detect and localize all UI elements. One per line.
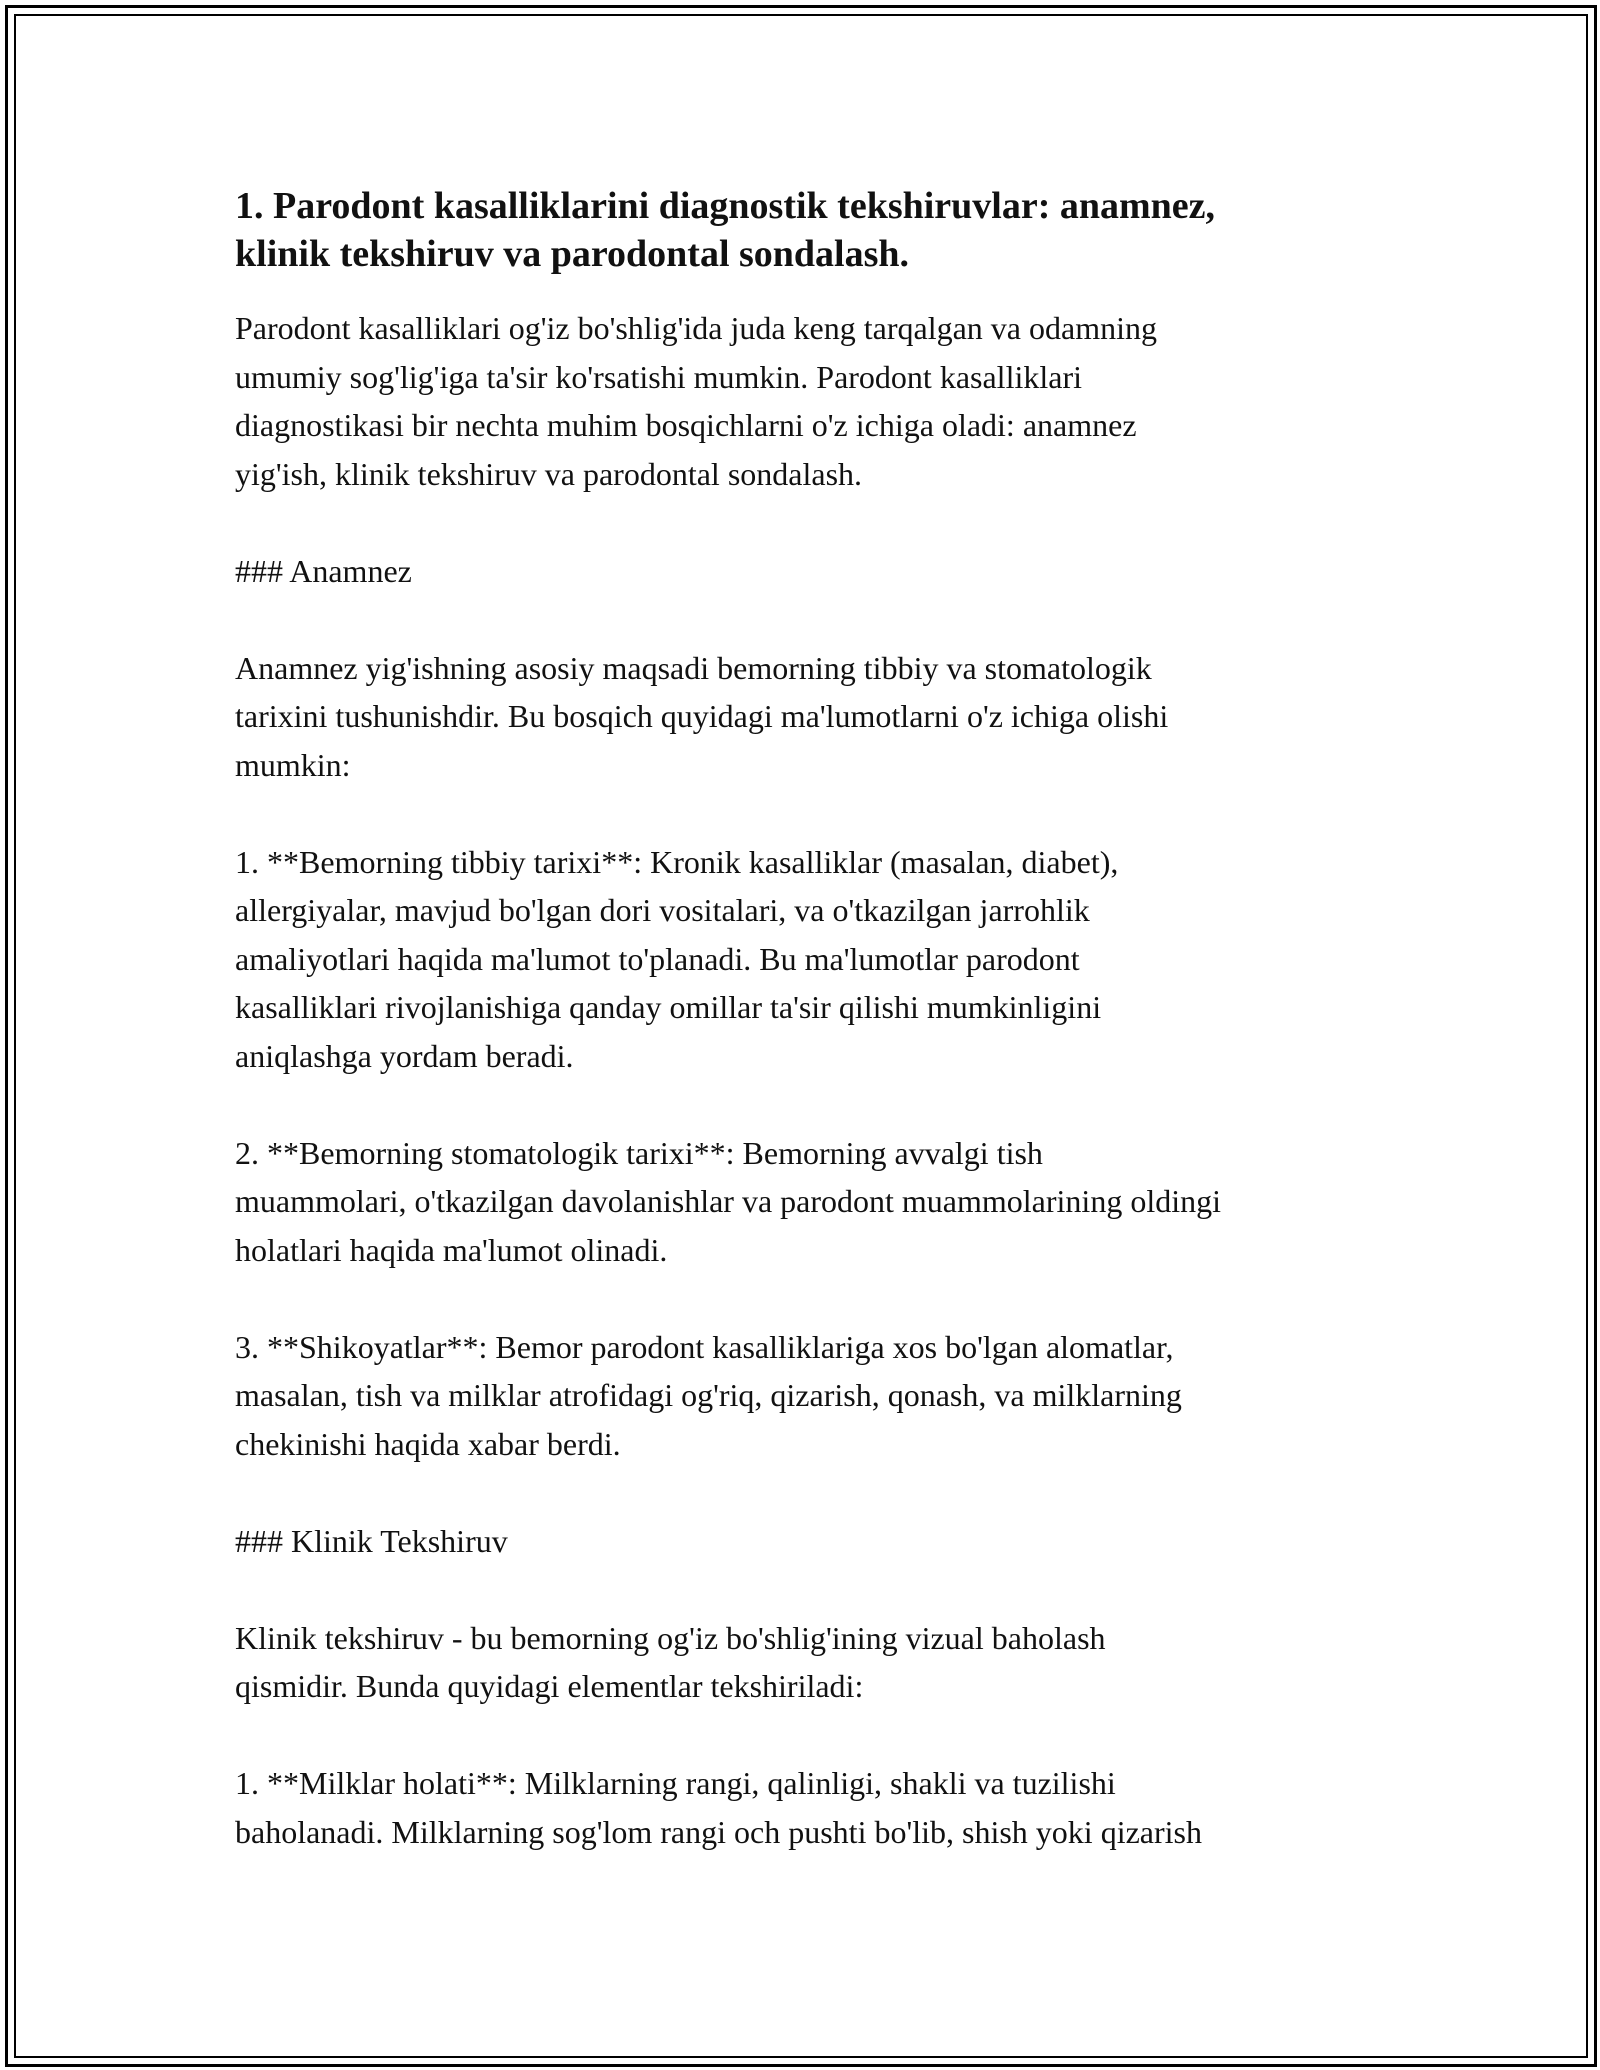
- paragraph-intro: Parodont kasalliklari og'iz bo'shlig'ida juda keng tarqalgan va odamning umumiy sog'lig'iga ta'sir ko'rsatishi mumkin. Parodont kasalliklari diagnostikasi bir nechta muhim bosqichlarni o'z ichiga oladi: anamnez yig'ish, klinik tekshiruv va parodontal sondalash.: [235, 310, 1157, 492]
- paragraph-anamnez-intro: Anamnez yig'ishning asosiy maqsadi bemorning tibbiy va stomatologik tarixini tushunishdir. Bu bosqich quyidagi ma'lumotlarni o'z ichiga olishi mumkin:: [235, 649, 1169, 783]
- section-heading-anamnez: ### Anamnez: [235, 552, 412, 589]
- list-item-dental-history: 2. **Bemorning stomatologik tarixi**: Bemorning avvalgi tish muammolari, o'tkazilgan davolanishlar va parodont muammolarining oldingi holatlari haqida ma'lumot olinadi.: [235, 1134, 1221, 1268]
- document-body: [235, 182, 1385, 1905]
- paragraph-clinical-intro: Klinik tekshiruv - bu bemorning og'iz bo'shlig'ining vizual baholash qismidir. Bunda quyidagi elementlar tekshiriladi:: [235, 1619, 1106, 1704]
- list-item-gum-condition: 1. **Milklar holati**: Milklarning rangi, qalinligi, shakli va tuzilishi baholanadi. Milklarning sog'lom rangi och pushti bo'lib, shish yoki qizarish: [235, 1765, 1202, 1850]
- list-item-medical-history: 1. **Bemorning tibbiy tarixi**: Kronik kasalliklar (masalan, diabet), allergiyalar, mavjud bo'lgan dori vositalari, va o'tkazilgan jarrohlik amaliyotlari haqida ma'lumot to'planadi. Bu ma'lumotlar parodont kasalliklari rivojlanishiga qanday omillar ta'sir qilishi mumkinligini aniqlashga yordam beradi.: [235, 843, 1119, 1074]
- document-title: 1. Parodont kasalliklarini diagnostik tekshiruvlar: anamnez, klinik tekshiruv va parodontal sondalash.: [235, 185, 1216, 275]
- document-text: [235, 304, 1385, 1856]
- section-heading-clinical-exam: ### Klinik Tekshiruv: [235, 1522, 508, 1559]
- list-item-complaints: 3. **Shikoyatlar**: Bemor parodont kasalliklariga xos bo'lgan alomatlar, masalan, tish va milklar atrofidagi og'riq, qizarish, qonash, va milklarning chekinishi haqida xabar berdi.: [235, 1328, 1182, 1462]
